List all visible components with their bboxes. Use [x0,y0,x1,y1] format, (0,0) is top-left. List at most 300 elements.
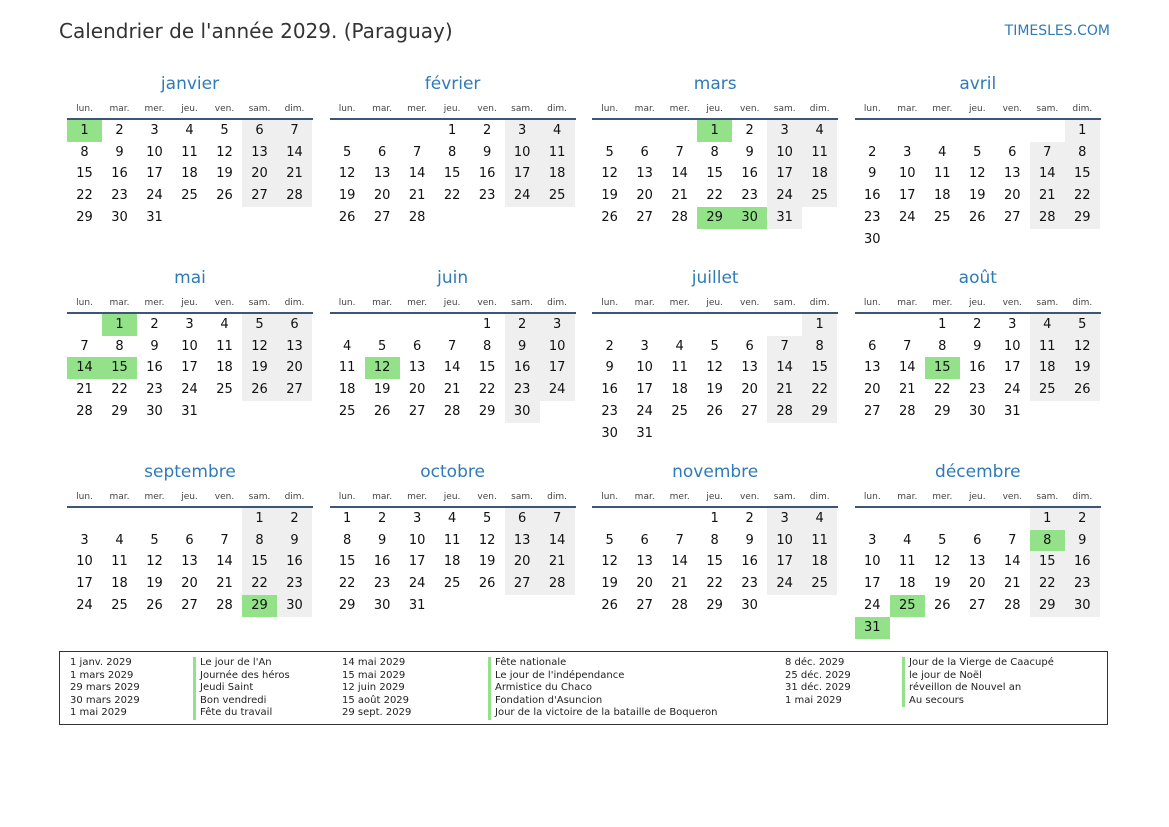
day-cell: 31 [146,209,163,225]
weekday-label: dim. [547,298,568,308]
legend-holiday-name: Bon vendredi [193,695,266,708]
day-cell: 5 [973,144,982,160]
day-cell: 5 [482,511,492,526]
day-cell: 16 [505,357,540,379]
month-name: avril [959,74,997,94]
month-name: février [424,74,481,94]
day-cell: 22 [1030,573,1065,595]
day-cell: 5 [342,144,352,160]
day-cell: 26 [601,209,618,225]
day-cell: 21 [277,163,312,185]
weekday-label: ven. [1002,492,1023,502]
day-cell: 17 [76,576,93,592]
day-cell: 1 [802,314,837,336]
day-cell: 15 [1065,163,1100,185]
day-cell: 20 [969,576,986,592]
day-cell: 20 [864,382,881,398]
day-cell: 7 [412,144,422,160]
weekday-label: jeu. [181,104,198,114]
day-cell: 6 [640,532,649,548]
page-title: Calendrier de l'année 2029. (Paraguay) [59,19,453,43]
day-cell: 12 [969,166,986,182]
weekday-label: sam. [1036,104,1059,114]
day-cell: 2 [115,123,124,138]
day-cell: 25 [934,209,951,225]
day-cell: 27 [373,209,391,225]
day-cell: 16 [111,166,128,182]
day-cell: 15 [802,357,837,379]
day-cell: 24 [505,185,540,207]
day-cell: 6 [868,338,877,354]
day-cell: 11 [671,360,688,376]
legend-date: 30 mars 2029 [70,694,140,706]
day-cell: 16 [741,554,758,570]
holiday-legend [59,651,1108,725]
weekday-label: dim. [284,298,305,308]
weekday-label: jeu. [968,298,986,308]
day-cell: 18 [802,551,837,573]
day-cell: 22 [76,188,93,204]
day-cell: 6 [377,144,387,160]
day-cell: 10 [767,142,802,164]
day-cell: 8 [802,336,837,358]
day-cell: 9 [150,338,159,354]
holiday-day-cell: 31 [855,617,890,639]
day-cell: 8 [710,144,719,160]
day-cell: 10 [146,144,163,160]
day-cell: 17 [505,163,540,185]
day-cell: 8 [1065,142,1100,164]
day-cell: 19 [1065,357,1100,379]
day-cell: 13 [969,554,986,570]
day-cell: 6 [1008,144,1017,160]
day-cell: 17 [540,357,575,379]
day-cell: 19 [706,382,723,398]
day-cell: 1 [242,508,277,530]
legend-date: 25 déc. 2029 [785,669,851,681]
day-cell: 20 [1004,188,1021,204]
day-cell: 28 [216,597,233,613]
day-cell: 2 [745,123,754,138]
day-cell: 2 [973,317,982,332]
legend-date: 1 mai 2029 [70,707,127,719]
day-cell: 19 [338,188,356,204]
day-cell: 4 [938,144,947,160]
day-cell: 21 [671,188,688,204]
day-cell: 14 [1004,554,1021,570]
day-cell: 19 [146,576,163,592]
day-cell: 22 [111,382,128,398]
month-name: mars [693,74,737,94]
day-cell: 14 [443,360,461,376]
day-cell: 12 [1065,336,1100,358]
day-cell: 3 [640,338,649,354]
day-cell: 20 [741,382,758,398]
day-cell: 29 [76,209,93,225]
day-cell: 4 [802,508,837,530]
day-cell: 6 [242,120,277,142]
day-cell: 15 [478,360,496,376]
day-cell: 13 [636,554,653,570]
day-cell: 27 [408,403,426,419]
day-cell: 20 [373,188,391,204]
weekday-label: mer. [144,492,165,502]
day-cell: 4 [342,338,352,354]
day-cell: 10 [864,554,881,570]
day-cell: 23 [478,188,496,204]
legend-date: 15 août 2029 [342,694,410,706]
day-cell: 13 [181,554,198,570]
day-cell: 5 [377,338,387,354]
day-cell: 6 [412,338,422,354]
day-cell: 9 [482,144,492,160]
day-cell: 26 [601,597,618,613]
weekday-label: mar. [897,104,918,114]
day-cell: 7 [1030,142,1065,164]
day-cell: 8 [447,144,457,160]
day-cell: 17 [408,554,426,570]
day-cell: 17 [864,576,881,592]
day-cell: 10 [767,530,802,552]
day-cell: 24 [767,573,802,595]
weekday-label: jeu. [968,104,986,114]
day-cell: 4 [540,120,575,142]
day-cell: 4 [1030,314,1065,336]
legend-holiday-name: Fête du travail [193,707,272,720]
day-cell: 26 [478,576,496,592]
day-cell: 17 [1004,360,1021,376]
day-cell: 12 [478,532,496,548]
day-cell: 3 [150,123,159,138]
weekday-label: jeu. [181,298,198,308]
day-cell: 3 [767,120,802,142]
day-cell: 30 [373,597,391,613]
day-cell: 12 [242,336,277,358]
legend-holiday-name: Jeudi Saint [193,682,253,695]
weekday-label: dim. [809,298,830,308]
day-cell: 23 [277,573,312,595]
legend-date: 1 janv. 2029 [70,657,132,668]
day-cell: 9 [605,360,614,376]
day-cell: 14 [767,357,802,379]
day-cell: 10 [636,360,653,376]
day-cell: 11 [934,166,951,182]
weekday-label: mar. [372,104,393,114]
day-cell: 8 [938,338,947,354]
day-cell: 10 [540,336,575,358]
legend-date: 12 juin 2029 [342,682,405,694]
day-cell: 2 [482,123,492,138]
weekday-label: ven. [214,104,235,114]
day-cell: 28 [443,403,461,419]
day-cell: 20 [242,163,277,185]
weekday-label: mer. [144,298,165,308]
day-cell: 27 [277,379,312,401]
legend-date: 15 mai 2029 [342,669,406,681]
day-cell: 26 [242,379,277,401]
day-cell: 7 [277,120,312,142]
day-cell: 11 [443,532,461,548]
day-cell: 28 [899,403,916,419]
holiday-day-cell: 29 [697,207,732,229]
weekday-label: mer. [407,298,428,308]
day-cell: 25 [181,188,198,204]
day-cell: 16 [146,360,163,376]
day-cell: 17 [146,166,163,182]
legend-date: 29 mars 2029 [70,682,140,694]
day-cell: 30 [864,231,881,247]
day-cell: 22 [706,576,723,592]
legend-holiday-name: Journée des héros [193,670,290,683]
day-cell: 3 [767,508,802,530]
weekday-label: sam. [773,298,796,308]
day-cell: 29 [934,403,951,419]
day-cell: 29 [706,597,723,613]
day-cell: 8 [482,338,492,354]
day-cell: 9 [745,532,754,548]
day-cell: 18 [1030,357,1065,379]
weekday-label: dim. [284,104,305,114]
weekday-label: mer. [669,298,690,308]
day-cell: 24 [899,209,916,225]
day-cell: 4 [903,532,912,548]
day-cell: 1 [1065,120,1100,142]
day-cell: 22 [443,188,461,204]
weekday-label: dim. [1072,492,1093,502]
legend-date: 31 déc. 2029 [785,682,851,694]
day-cell: 5 [605,144,614,160]
holiday-day-cell: 15 [925,357,960,379]
day-cell: 28 [671,209,688,225]
day-cell: 27 [969,597,986,613]
weekday-label: lun. [863,104,881,114]
day-cell: 9 [745,144,754,160]
day-cell: 7 [80,338,89,354]
month-name: janvier [160,74,220,94]
day-cell: 4 [185,123,194,138]
weekday-label: lun. [338,492,356,502]
day-cell: 11 [111,554,128,570]
day-cell: 6 [745,338,754,354]
day-cell: 12 [934,554,951,570]
day-cell: 25 [338,403,356,419]
weekday-label: lun. [601,104,619,114]
month-name: septembre [144,462,236,482]
day-cell: 23 [111,188,128,204]
day-cell: 5 [605,532,614,548]
weekday-label: ven. [477,104,497,114]
holiday-day-cell: 12 [365,357,400,379]
month-name: novembre [672,462,759,482]
day-cell: 3 [185,317,194,332]
day-cell: 15 [338,554,356,570]
day-cell: 10 [408,532,426,548]
weekday-label: mar. [109,104,130,114]
day-cell: 16 [277,551,312,573]
day-cell: 20 [277,357,312,379]
day-cell: 23 [1065,573,1100,595]
day-cell: 7 [540,508,575,530]
weekday-label: lun. [338,298,356,308]
weekday-label: lun. [601,492,619,502]
weekday-label: mer. [932,104,953,114]
day-cell: 30 [111,209,128,225]
day-cell: 27 [636,597,653,613]
weekday-label: mer. [144,104,165,114]
day-cell: 15 [443,166,461,182]
day-cell: 30 [601,425,618,441]
day-cell: 20 [505,551,540,573]
day-cell: 13 [373,166,391,182]
day-cell: 9 [505,336,540,358]
day-cell: 6 [973,532,982,548]
day-cell: 7 [220,532,229,548]
day-cell: 30 [277,595,312,617]
day-cell: 24 [146,188,163,204]
day-cell: 22 [478,382,496,398]
weekday-label: mar. [372,492,393,502]
day-cell: 10 [76,554,93,570]
day-cell: 20 [181,576,198,592]
day-cell: 28 [76,403,93,419]
weekday-label: ven. [477,492,497,502]
weekday-label: mer. [932,492,953,502]
weekday-label: jeu. [443,104,461,114]
weekday-label: sam. [1036,298,1059,308]
day-cell: 31 [636,425,653,441]
day-cell: 16 [478,166,496,182]
day-cell: 3 [80,532,89,548]
weekday-label: lun. [76,492,93,502]
day-cell: 5 [220,123,229,138]
day-cell: 8 [710,532,719,548]
weekday-label: jeu. [706,104,723,114]
day-cell: 22 [934,382,951,398]
day-cell: 13 [242,142,277,164]
day-cell: 3 [903,144,912,160]
day-cell: 25 [802,573,837,595]
weekday-label: mer. [407,104,428,114]
weekday-label: jeu. [706,492,723,502]
weekday-label: sam. [773,104,796,114]
day-cell: 23 [864,209,881,225]
day-cell: 18 [540,163,575,185]
day-cell: 5 [938,532,947,548]
weekday-label: dim. [1072,104,1093,114]
month-name: juillet [691,268,739,288]
day-cell: 16 [969,360,986,376]
day-cell: 8 [242,530,277,552]
day-cell: 23 [505,379,540,401]
day-cell: 9 [377,532,387,548]
day-cell: 3 [868,532,877,548]
weekday-label: ven. [214,492,235,502]
day-cell: 21 [1004,576,1021,592]
day-cell: 7 [767,336,802,358]
day-cell: 13 [277,336,312,358]
day-cell: 24 [408,576,426,592]
day-cell: 12 [601,554,618,570]
day-cell: 26 [373,403,391,419]
day-cell: 24 [540,379,575,401]
day-cell: 27 [864,403,881,419]
day-cell: 4 [115,532,124,548]
day-cell: 10 [1004,338,1021,354]
day-cell: 23 [601,403,618,419]
site-link[interactable]: TIMESLES.COM [1004,23,1110,39]
day-cell: 14 [408,166,426,182]
day-cell: 1 [447,123,457,138]
day-cell: 3 [1008,317,1017,332]
day-cell: 10 [505,142,540,164]
legend-date: 14 mai 2029 [342,657,406,668]
day-cell: 12 [706,360,723,376]
day-cell: 22 [802,379,837,401]
day-cell: 22 [242,573,277,595]
day-cell: 27 [636,209,653,225]
day-cell: 8 [342,532,352,548]
weekday-label: dim. [547,104,568,114]
day-cell: 14 [899,360,916,376]
day-cell: 4 [447,511,457,526]
day-cell: 22 [338,576,356,592]
day-cell: 30 [1065,595,1100,617]
day-cell: 19 [373,382,391,398]
day-cell: 28 [671,597,688,613]
day-cell: 12 [216,144,233,160]
day-cell: 26 [969,209,986,225]
weekday-label: dim. [809,492,830,502]
day-cell: 16 [601,382,618,398]
day-cell: 18 [934,188,951,204]
weekday-label: lun. [76,298,93,308]
holiday-day-cell: 29 [242,595,277,617]
day-cell: 3 [412,511,422,526]
day-cell: 2 [605,338,614,354]
day-cell: 25 [540,185,575,207]
day-cell: 18 [181,166,198,182]
day-cell: 11 [216,338,233,354]
day-cell: 26 [1065,379,1100,401]
month-name: octobre [420,462,485,482]
weekday-label: mar. [634,298,655,308]
day-cell: 13 [864,360,881,376]
day-cell: 5 [242,314,277,336]
day-cell: 4 [675,338,684,354]
day-cell: 17 [767,551,802,573]
day-cell: 31 [767,207,802,229]
day-cell: 14 [1030,163,1065,185]
day-cell: 9 [1065,530,1100,552]
day-cell: 28 [408,209,426,225]
day-cell: 21 [540,551,575,573]
holiday-day-cell: 25 [890,595,925,617]
legend-holiday-name: Fondation d'Asuncion [488,695,602,708]
weekday-label: mer. [669,104,690,114]
legend-holiday-name: réveillon de Nouvel an [902,682,1021,695]
weekday-label: lun. [863,298,881,308]
day-cell: 20 [408,382,426,398]
day-cell: 8 [80,144,89,160]
legend-holiday-name: Au secours [902,695,964,708]
day-cell: 26 [706,403,723,419]
day-cell: 13 [1004,166,1021,182]
day-cell: 29 [802,401,837,423]
holiday-day-cell: 1 [102,314,137,336]
holiday-day-cell: 8 [1030,530,1065,552]
weekday-label: jeu. [181,492,198,502]
day-cell: 2 [505,314,540,336]
